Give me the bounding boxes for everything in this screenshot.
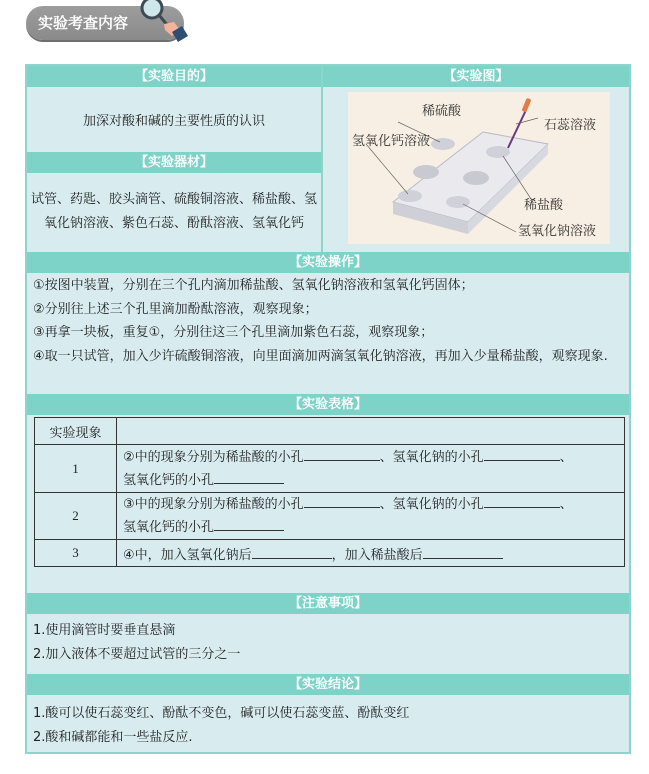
label-litmus: 石蕊溶液: [544, 118, 597, 133]
answer-blank[interactable]: [214, 470, 284, 484]
materials-header: 【实验器材】: [27, 152, 321, 173]
conclusion-list: [33, 702, 409, 750]
conclusion-header: 【实验结论】: [27, 674, 629, 695]
operation-step: ③再拿一块板，重复①，分别往这三个孔里滴加紫色石蕊，观察现象；: [33, 325, 434, 340]
table-row: [35, 418, 625, 445]
operation-step: ②分别往上述三个孔里滴加酚酞溶液，观察现象；: [33, 301, 318, 317]
experiment-card: [25, 64, 631, 754]
row-number: 3: [35, 540, 117, 567]
banner-title: 实验考查内容: [38, 14, 129, 32]
row-number: 2: [35, 493, 117, 540]
experiment-figure: [348, 92, 610, 244]
label-dilute-sulfuric: 稀硫酸: [422, 104, 462, 119]
answer-blank[interactable]: [484, 447, 560, 461]
conclusion-item: 1.酸可以使石蕊变红、酚酞不变色，碱可以使石蕊变蓝、酚酞变红: [33, 706, 410, 721]
column-header: 实验现象: [35, 418, 117, 445]
label-calcium-hydroxide: 氢氧化钙溶液: [352, 134, 431, 149]
magnifier-hand-icon: [132, 0, 188, 44]
label-dilute-hcl: 稀盐酸: [524, 198, 564, 213]
phenomena-table: [34, 417, 625, 567]
conclusion-item: 2.酸和碱都能和一些盐反应.: [33, 730, 193, 745]
notes-header: 【注意事项】: [27, 593, 629, 614]
table-row: [35, 445, 625, 493]
column-divider: [321, 66, 323, 252]
purpose-header: 【实验目的】: [27, 66, 321, 87]
table-header: 【实验表格】: [27, 394, 629, 415]
materials-line-1: 试管、药匙、胶头滴管、硫酸铜溶液、稀盐酸、氢: [30, 192, 317, 207]
operations-steps: [33, 274, 625, 368]
row-content: ③中的现象分别为稀盐酸的小孔 、氢氧化钠的小孔 、 氢氧化钙的小孔: [117, 493, 625, 540]
label-sodium-hydroxide: 氢氧化钠溶液: [518, 224, 597, 239]
answer-blank[interactable]: [304, 494, 380, 508]
row-content: ④中，加入氢氧化钠后 ，加入稀盐酸后: [117, 540, 625, 567]
operation-step: ④取一只试管，加入少许硫酸铜溶液，向里面滴加两滴氢氧化钠溶液，再加入少量稀盐酸，观察现象.: [33, 348, 608, 364]
materials-text: [27, 188, 321, 236]
row-number: 1: [35, 445, 117, 493]
table-row: [35, 540, 625, 567]
operation-step: ①按图中装置，分别在三个孔内滴加稀盐酸、氢氧化钠溶液和氢氧化钙固体；: [33, 278, 474, 293]
purpose-text: 加深对酸和碱的主要性质的认识: [82, 114, 265, 129]
answer-blank[interactable]: [252, 545, 332, 559]
materials-line-2: 氧化钠溶液、紫色石蕊、酚酞溶液、氢氧化钙: [43, 216, 304, 231]
answer-blank[interactable]: [214, 517, 284, 531]
note-item: 2.加入液体不要超过试管的三分之一: [33, 647, 241, 662]
answer-blank[interactable]: [304, 447, 380, 461]
note-item: 1.使用滴管时要垂直悬滴: [33, 623, 176, 638]
row-content: ②中的现象分别为稀盐酸的小孔 、氢氧化钠的小孔 、 氢氧化钙的小孔: [117, 445, 625, 493]
answer-blank[interactable]: [423, 545, 503, 559]
notes-list: [33, 619, 240, 667]
answer-blank[interactable]: [484, 494, 560, 508]
table-row: [35, 493, 625, 540]
operations-header: 【实验操作】: [27, 252, 629, 273]
figure-header: 【实验图】: [323, 66, 629, 87]
